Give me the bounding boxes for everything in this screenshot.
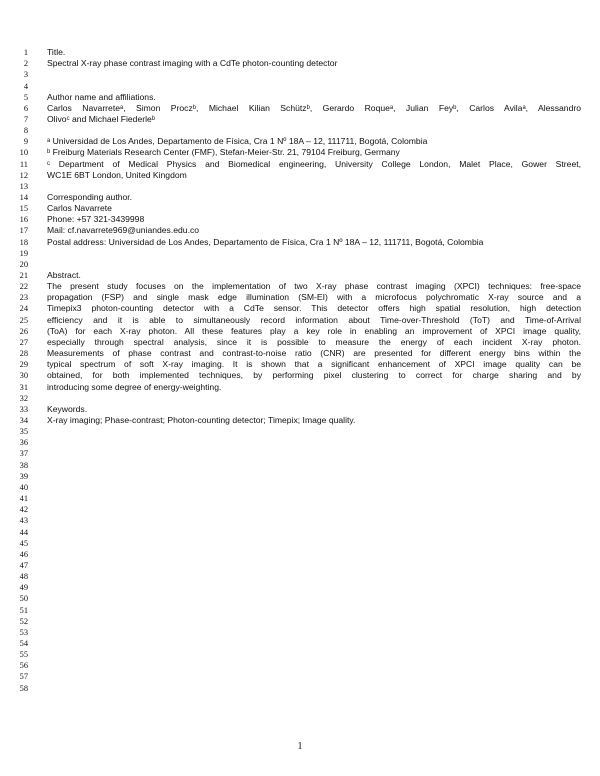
manuscript-line — [0, 337, 600, 348]
line-number: 29 — [19, 360, 28, 370]
manuscript-line — [0, 192, 600, 203]
manuscript-line — [0, 170, 600, 181]
manuscript-line — [0, 627, 600, 638]
line-text: Carlos Navarrete — [47, 203, 112, 214]
manuscript-line — [0, 649, 600, 660]
line-number: 51 — [19, 605, 28, 615]
line-number: 41 — [19, 494, 28, 503]
line-number: 19 — [19, 248, 28, 258]
line-number: 56 — [19, 661, 28, 671]
manuscript-line — [0, 549, 600, 560]
line-number: 36 — [19, 438, 28, 448]
line-number: 31 — [19, 382, 28, 392]
line-number: 7 — [23, 114, 28, 124]
line-number: 34 — [19, 415, 28, 425]
line-text: ᶜ Department of Medical Physics and Biomedical engineering, University College London, Malet Place, Gower Street, — [47, 158, 581, 169]
line-text: Abstract. — [47, 270, 81, 280]
manuscript-line — [0, 114, 600, 125]
line-number: 5 — [23, 92, 28, 102]
manuscript-line — [0, 404, 600, 415]
line-number: 52 — [19, 616, 28, 626]
line-text: Author name and affiliations. — [47, 91, 156, 102]
line-text: Keywords. — [47, 403, 88, 414]
line-text: X-ray imaging; Phase-contrast; Photon-counting detector; Timepix; Image quality. — [47, 414, 356, 425]
manuscript-line — [0, 359, 600, 370]
line-text: efficiency and it is able to simultaneously record information about Time-over-Threshold (ToT) and Time-of-Arrival — [47, 314, 581, 325]
manuscript-line — [0, 582, 600, 593]
line-number: 4 — [23, 81, 28, 91]
manuscript-line — [0, 426, 600, 437]
manuscript-line — [0, 81, 600, 92]
manuscript-line — [0, 448, 600, 459]
line-number: 10 — [19, 148, 28, 158]
manuscript-line — [0, 415, 600, 426]
line-number: 6 — [23, 103, 28, 113]
line-number: 21 — [19, 271, 28, 280]
line-text: (ToA) for each X-ray photon. All these features play a key role in enabling an improvement of XPCI image quality, — [47, 325, 581, 336]
manuscript-line — [0, 605, 600, 616]
manuscript-line — [0, 248, 600, 259]
line-text: typical spectrum of soft X-ray imaging. It is shown that a significant enhancement of XPCI image quality can be — [47, 359, 581, 370]
line-number: 42 — [19, 505, 28, 515]
line-number: 55 — [19, 650, 28, 660]
manuscript-line — [0, 460, 600, 471]
line-text: obtained, for both implemented techniques, by performing pixel clustering to correct for charge sharing and by — [47, 370, 581, 381]
manuscript-line — [0, 103, 600, 114]
manuscript-line — [0, 571, 600, 582]
line-number: 16 — [19, 215, 28, 225]
line-number: 39 — [19, 471, 28, 481]
manuscript-line — [0, 147, 600, 158]
line-number: 22 — [19, 282, 28, 292]
manuscript-line — [0, 504, 600, 515]
manuscript-line — [0, 181, 600, 192]
manuscript-line — [0, 593, 600, 604]
line-number: 25 — [19, 315, 28, 325]
manuscript-line — [0, 471, 600, 482]
line-text: Spectral X-ray phase contrast imaging with a CdTe photon-counting detector — [47, 58, 338, 69]
manuscript-line — [0, 515, 600, 526]
manuscript-line — [0, 527, 600, 538]
line-number: 38 — [19, 460, 28, 470]
manuscript-line — [0, 616, 600, 627]
line-number: 28 — [19, 349, 28, 359]
manuscript-line — [0, 125, 600, 136]
manuscript-line — [0, 159, 600, 170]
line-number: 48 — [19, 572, 28, 582]
line-text: ᵇ Freiburg Materials Research Center (FMF), Stefan-Meier-Str. 21, 79104 Freiburg, Germany — [47, 147, 400, 158]
manuscript-line — [0, 292, 600, 303]
line-text: especially through spectral analysis, since it is possible to measure the energy of each incident X-ray photon. — [47, 336, 581, 347]
line-text: propagation (FSP) and single mask edge illumination (SM-EI) with a microfocus polychromatic X-ray source and a — [47, 292, 581, 303]
manuscript-line — [0, 136, 600, 147]
line-number: 8 — [23, 126, 28, 135]
manuscript-line — [0, 370, 600, 381]
line-number: 2 — [23, 59, 28, 69]
manuscript-line — [0, 493, 600, 504]
line-number: 37 — [19, 449, 28, 459]
line-number: 33 — [19, 404, 28, 414]
manuscript-line — [0, 270, 600, 281]
manuscript-line — [0, 538, 600, 549]
manuscript-line — [0, 393, 600, 404]
manuscript-line — [0, 660, 600, 671]
manuscript-line — [0, 92, 600, 103]
line-text: Olivoᶜ and Michael Fiederleᵇ — [47, 113, 156, 124]
line-number: 24 — [19, 304, 28, 314]
line-number: 3 — [23, 70, 28, 80]
line-number: 30 — [19, 371, 28, 381]
line-text: Title. — [47, 47, 66, 57]
line-number: 14 — [19, 193, 28, 202]
line-number: 12 — [19, 170, 28, 180]
line-text: Measurements of phase contrast and contrast-to-noise ratio (CNR) are presented for different energy bins within the — [47, 348, 581, 359]
line-number: 57 — [19, 672, 28, 682]
line-number: 35 — [19, 427, 28, 437]
manuscript-line — [0, 638, 600, 649]
manuscript-line — [0, 47, 600, 58]
line-number: 46 — [19, 549, 28, 559]
manuscript-line — [0, 203, 600, 214]
manuscript-line — [0, 303, 600, 314]
page-number: 1 — [297, 741, 303, 752]
line-number: 45 — [19, 538, 28, 548]
line-number: 53 — [19, 627, 28, 637]
line-number: 23 — [19, 293, 28, 303]
line-text: ᵃ Universidad de Los Andes, Departamento de Física, Cra 1 Nº 18A – 12, 111711, Bogotá, Colombia — [47, 136, 428, 147]
line-text: Carlos Navarreteᵃ, Simon Proczᵇ, Michael Kilian Schützᵇ, Gerardo Roqueᵃ, Julian Feyᵇ, Carlos Avilaᵃ, Alessandro — [47, 102, 581, 113]
line-number: 47 — [19, 560, 28, 570]
manuscript-line — [0, 58, 600, 69]
manuscript-line — [0, 259, 600, 270]
manuscript-line — [0, 214, 600, 225]
line-text: introducing some degree of energy-weighting. — [47, 381, 222, 392]
line-number: 9 — [23, 137, 28, 147]
line-number: 11 — [19, 159, 28, 169]
manuscript-line — [0, 482, 600, 493]
line-number: 43 — [19, 516, 28, 526]
manuscript-line — [0, 348, 600, 359]
manuscript-line — [0, 326, 600, 337]
manuscript-line — [0, 237, 600, 248]
line-number: 49 — [19, 583, 28, 593]
manuscript-line — [0, 437, 600, 448]
line-number: 17 — [19, 226, 28, 236]
line-text: Mail: cf.navarrete969@uniandes.edu.co — [47, 225, 200, 236]
manuscript-line — [0, 315, 600, 326]
manuscript-line — [0, 382, 600, 393]
manuscript-line — [0, 683, 600, 694]
manuscript-line — [0, 560, 600, 571]
line-number: 44 — [19, 527, 28, 537]
line-number: 50 — [19, 594, 28, 604]
line-number: 54 — [19, 639, 28, 648]
line-text: Phone: +57 321-3439998 — [47, 214, 145, 225]
line-text: The present study focuses on the implementation of two X-ray phase contrast imaging (XPCI) techniques: free-space — [47, 281, 581, 292]
line-number: 58 — [19, 683, 28, 693]
line-number: 27 — [19, 337, 28, 347]
line-number: 40 — [19, 482, 28, 492]
manuscript-line — [0, 671, 600, 682]
line-number: 26 — [19, 326, 28, 336]
line-number: 1 — [23, 48, 28, 57]
manuscript-line — [0, 281, 600, 292]
line-text: Corresponding author. — [47, 192, 133, 202]
manuscript-line — [0, 225, 600, 236]
line-text: Timepix3 photon-counting detector with a CdTe sensor. This detector offers high spatial resolution, high detection — [47, 303, 581, 314]
line-text: WC1E 6BT London, United Kingdom — [47, 169, 187, 180]
line-number: 13 — [19, 181, 28, 191]
manuscript-line — [0, 69, 600, 80]
line-number: 18 — [19, 237, 28, 247]
line-number: 15 — [19, 204, 28, 214]
line-text: Postal address: Universidad de Los Andes, Departamento de Física, Cra 1 Nº 18A – 12, 111711, Bogotá, Colombia — [47, 236, 484, 247]
line-number: 20 — [19, 259, 28, 269]
line-number: 32 — [19, 393, 28, 403]
